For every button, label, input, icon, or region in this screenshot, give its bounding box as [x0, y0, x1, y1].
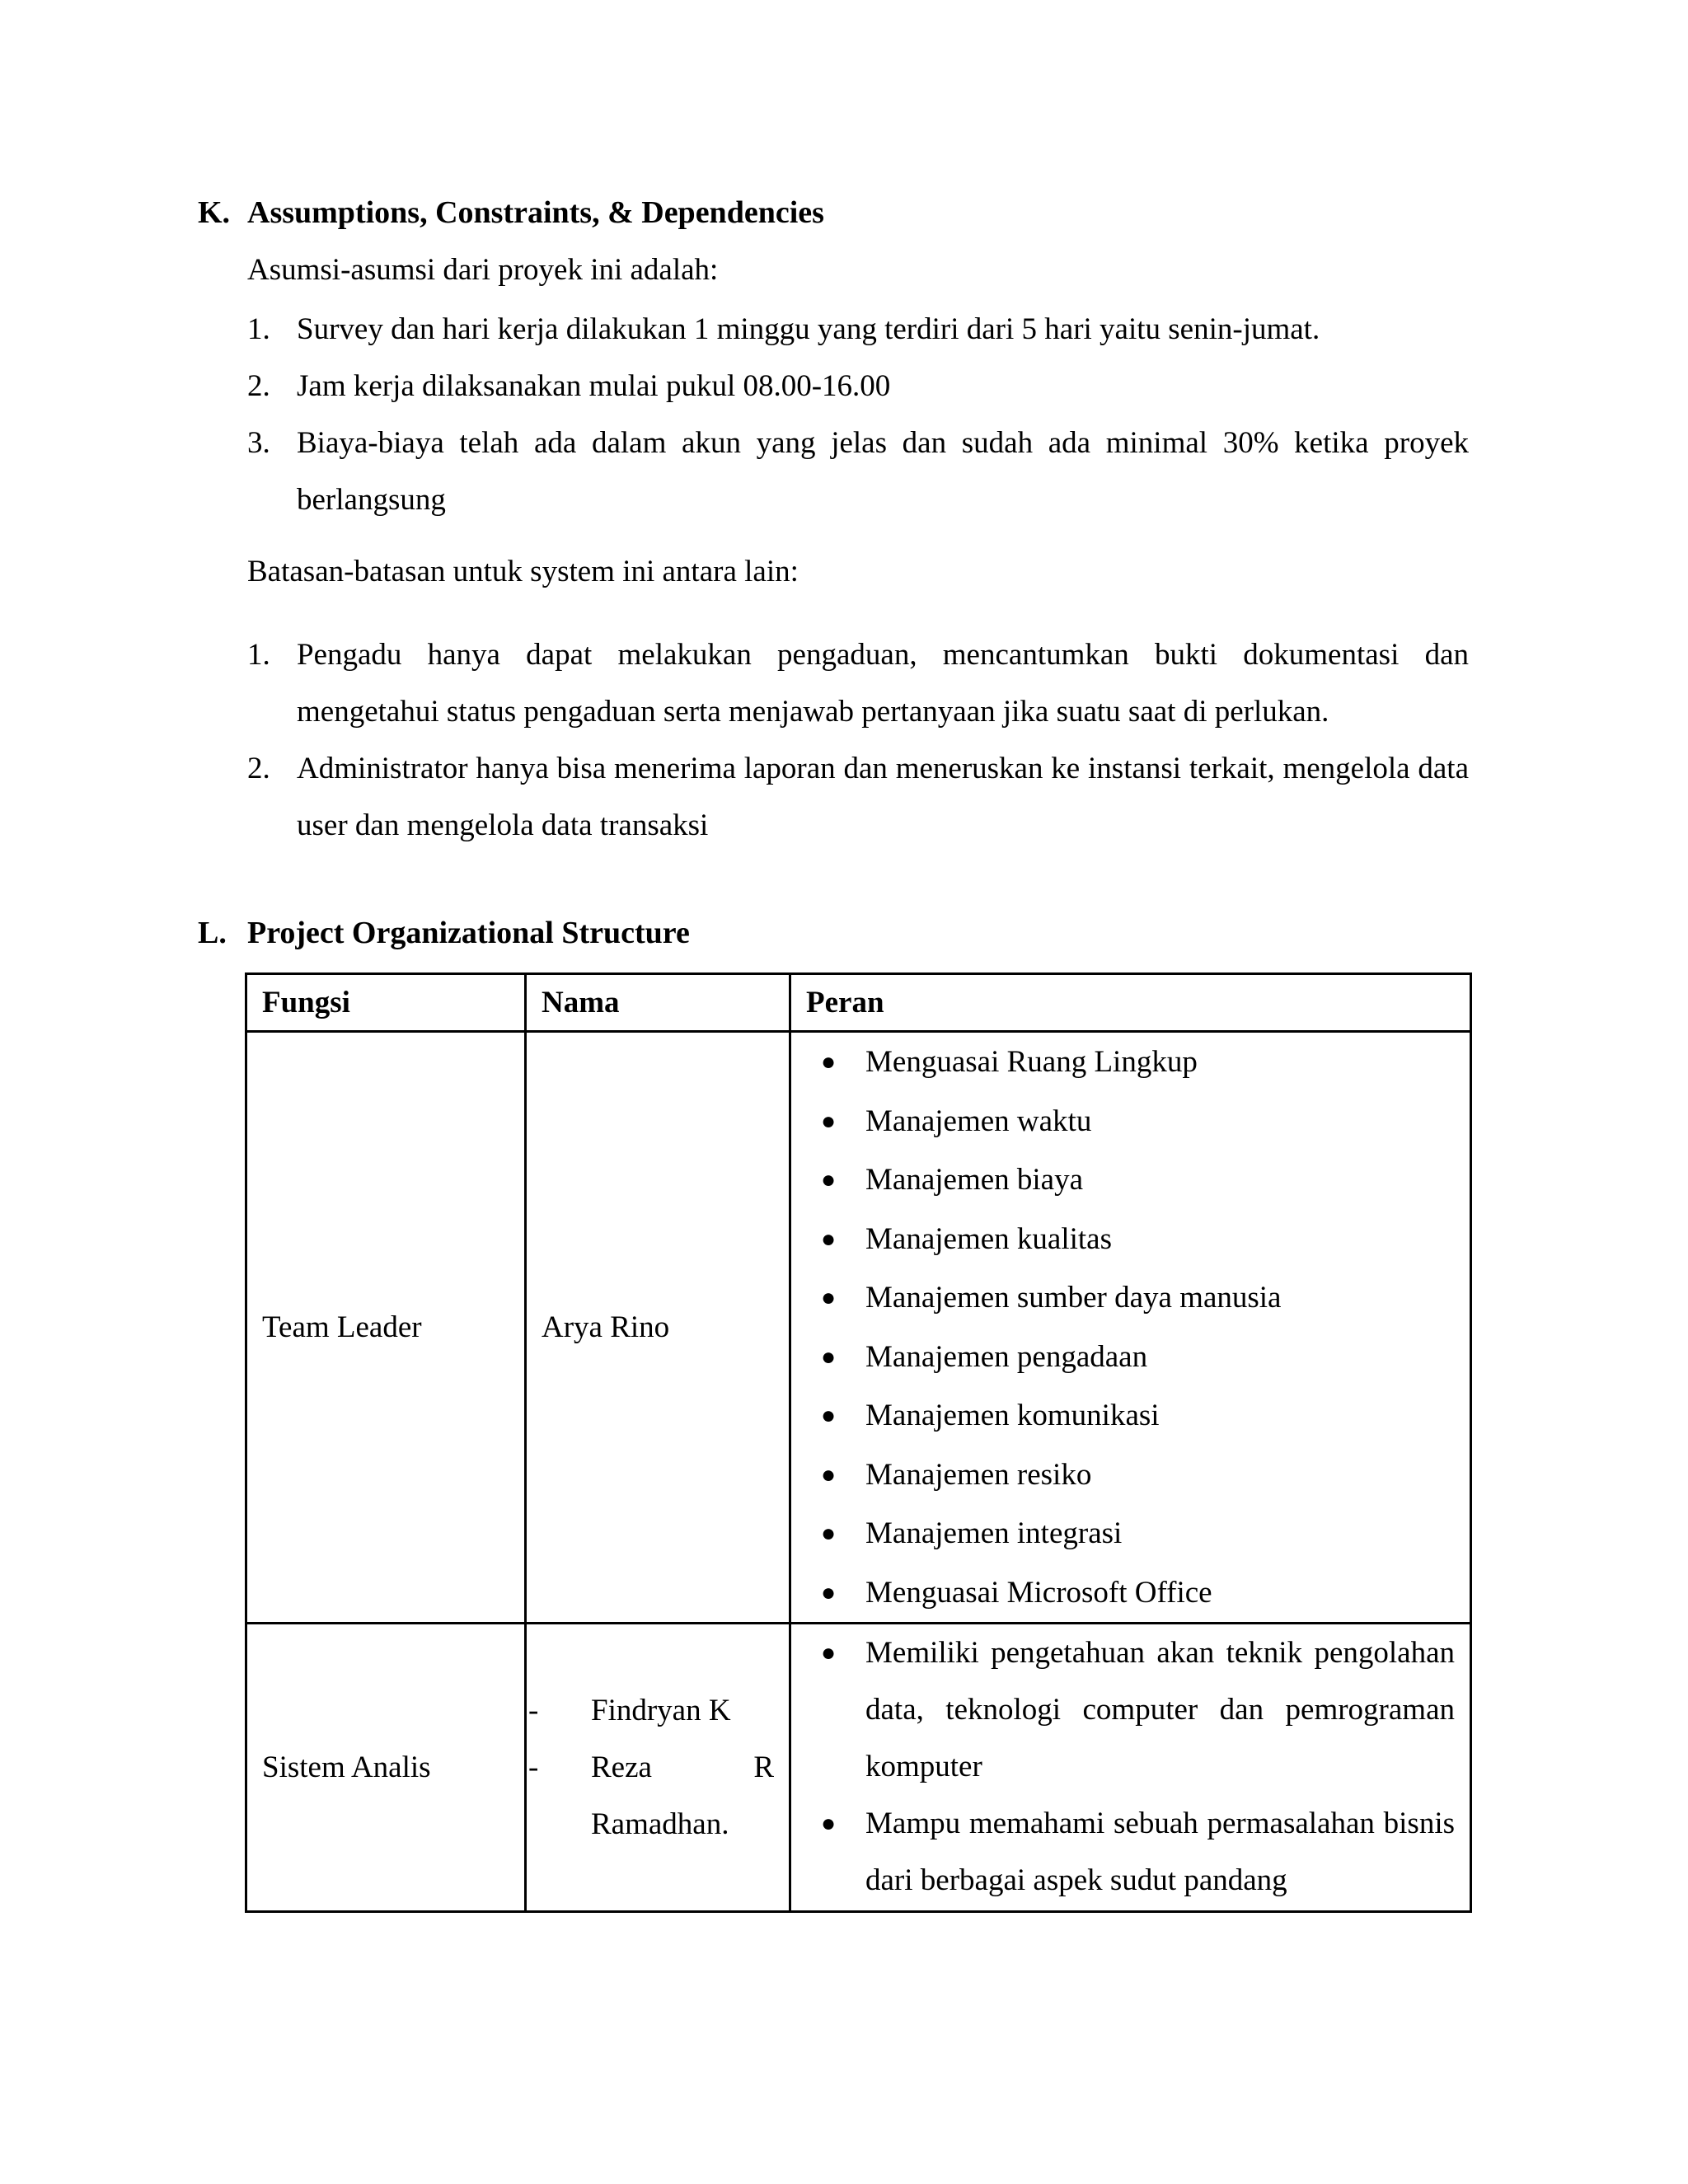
peran-text: Manajemen kualitas — [865, 1221, 1112, 1256]
bullet-icon: ● — [821, 1107, 837, 1135]
list-item — [806, 1268, 1455, 1328]
list-item — [806, 1624, 1455, 1795]
nama-text: Reza — [591, 1750, 652, 1784]
list-text: Jam kerja dilaksanakan mulai pukul 08.00-16.00 — [297, 369, 891, 403]
section-l-title: Project Organizational Structure — [247, 916, 690, 950]
bullet-icon: ● — [821, 1166, 837, 1193]
assumptions-intro: Asumsi-asumsi dari proyek ini adalah: — [247, 253, 719, 287]
peran-text: Memiliki pengetahuan akan teknik pengolahan data, teknologi computer dan pemrograman komputer — [865, 1636, 1455, 1783]
peran-text: Manajemen integrasi — [865, 1516, 1123, 1550]
list-number: 3. — [247, 426, 270, 460]
constraints-intro: Batasan-batasan untuk system ini antara lain: — [247, 555, 799, 588]
peran-text: Manajemen pengadaan — [865, 1339, 1148, 1374]
table-row — [246, 1624, 1471, 1912]
list-item — [247, 301, 1469, 358]
constraints-list — [247, 626, 1469, 854]
table-row — [246, 1032, 1471, 1624]
nama-line — [591, 1739, 774, 1796]
cell-fungsi: Sistem Analis — [246, 1624, 526, 1912]
peran-list — [806, 1624, 1455, 1909]
bullet-icon: ● — [821, 1402, 837, 1429]
cell-nama: Arya Rino — [526, 1032, 790, 1624]
section-l-letter: L. — [198, 916, 227, 950]
cell-nama — [526, 1624, 790, 1912]
list-item — [806, 1033, 1455, 1092]
list-number: 1. — [247, 638, 270, 672]
header-nama: Nama — [526, 974, 790, 1032]
peran-text: Manajemen waktu — [865, 1104, 1092, 1138]
bullet-icon: ● — [821, 1639, 837, 1666]
list-text: Biaya-biaya telah ada dalam akun yang jelas dan sudah ada minimal 30% ketika proyek berlangsung — [297, 426, 1469, 517]
bullet-icon: ● — [821, 1048, 837, 1076]
list-number: 1. — [247, 312, 270, 346]
peran-list — [806, 1033, 1455, 1622]
peran-text: Manajemen resiko — [865, 1457, 1092, 1492]
list-text: Administrator hanya bisa menerima laporan dan meneruskan ke instansi terkait, mengelola data user dan mengelola data transaksi — [297, 752, 1469, 842]
list-text: Pengadu hanya dapat melakukan pengaduan, mencantumkan bukti dokumentasi dan mengetahui status pengaduan serta menjawab pertanyaan jika suatu saat di perlukan. — [297, 638, 1469, 729]
peran-text: Manajemen biaya — [865, 1163, 1084, 1197]
list-item — [806, 1210, 1455, 1269]
list-item — [247, 740, 1469, 854]
list-item — [806, 1563, 1455, 1623]
table-header-row — [246, 974, 1471, 1032]
nama-list — [528, 1682, 774, 1853]
peran-text: Mampu memahami sebuah permasalahan bisnis dari berbagai aspek sudut pandang — [865, 1807, 1455, 1897]
header-peran: Peran — [790, 974, 1471, 1032]
list-number: 2. — [247, 369, 270, 403]
list-text: Survey dan hari kerja dilakukan 1 minggu yang terdiri dari 5 hari yaitu senin-jumat. — [297, 312, 1320, 346]
cell-peran — [790, 1624, 1471, 1912]
peran-text: Manajemen komunikasi — [865, 1399, 1160, 1432]
list-item — [806, 1151, 1455, 1210]
assumptions-list — [247, 301, 1469, 528]
nama-text: Ramadhan. — [591, 1807, 729, 1841]
nama-text: R — [753, 1750, 774, 1784]
peran-text: Manajemen sumber daya manusia — [865, 1281, 1282, 1315]
list-item — [806, 1386, 1455, 1446]
list-item — [247, 626, 1469, 740]
dash-marker: - — [528, 1694, 539, 1727]
cell-fungsi: Team Leader — [246, 1032, 526, 1624]
header-fungsi: Fungsi — [246, 974, 526, 1032]
org-structure-table — [245, 972, 1472, 1913]
section-k-title: Assumptions, Constraints, & Dependencies — [247, 195, 824, 230]
bullet-icon: ● — [821, 1578, 837, 1606]
list-item — [247, 358, 1469, 415]
bullet-icon: ● — [821, 1460, 837, 1488]
list-item — [806, 1795, 1455, 1909]
peran-text: Menguasai Microsoft Office — [865, 1575, 1212, 1610]
peran-text: Menguasai Ruang Lingkup — [865, 1045, 1198, 1079]
bullet-icon: ● — [821, 1343, 837, 1371]
section-k-heading — [198, 194, 824, 231]
list-item — [247, 415, 1469, 528]
list-item — [528, 1682, 774, 1739]
list-item — [806, 1092, 1455, 1151]
dash-marker: - — [528, 1750, 539, 1784]
list-item — [806, 1328, 1455, 1387]
bullet-icon: ● — [821, 1284, 837, 1311]
section-l-heading — [198, 915, 690, 951]
bullet-icon: ● — [821, 1520, 837, 1547]
list-item — [806, 1446, 1455, 1505]
list-number: 2. — [247, 752, 270, 785]
section-k-letter: K. — [198, 195, 231, 230]
bullet-icon: ● — [821, 1225, 837, 1253]
cell-peran — [790, 1032, 1471, 1624]
nama-text: Findryan K — [591, 1694, 731, 1727]
list-item — [806, 1504, 1455, 1563]
bullet-icon: ● — [821, 1810, 837, 1837]
list-item — [528, 1739, 774, 1853]
